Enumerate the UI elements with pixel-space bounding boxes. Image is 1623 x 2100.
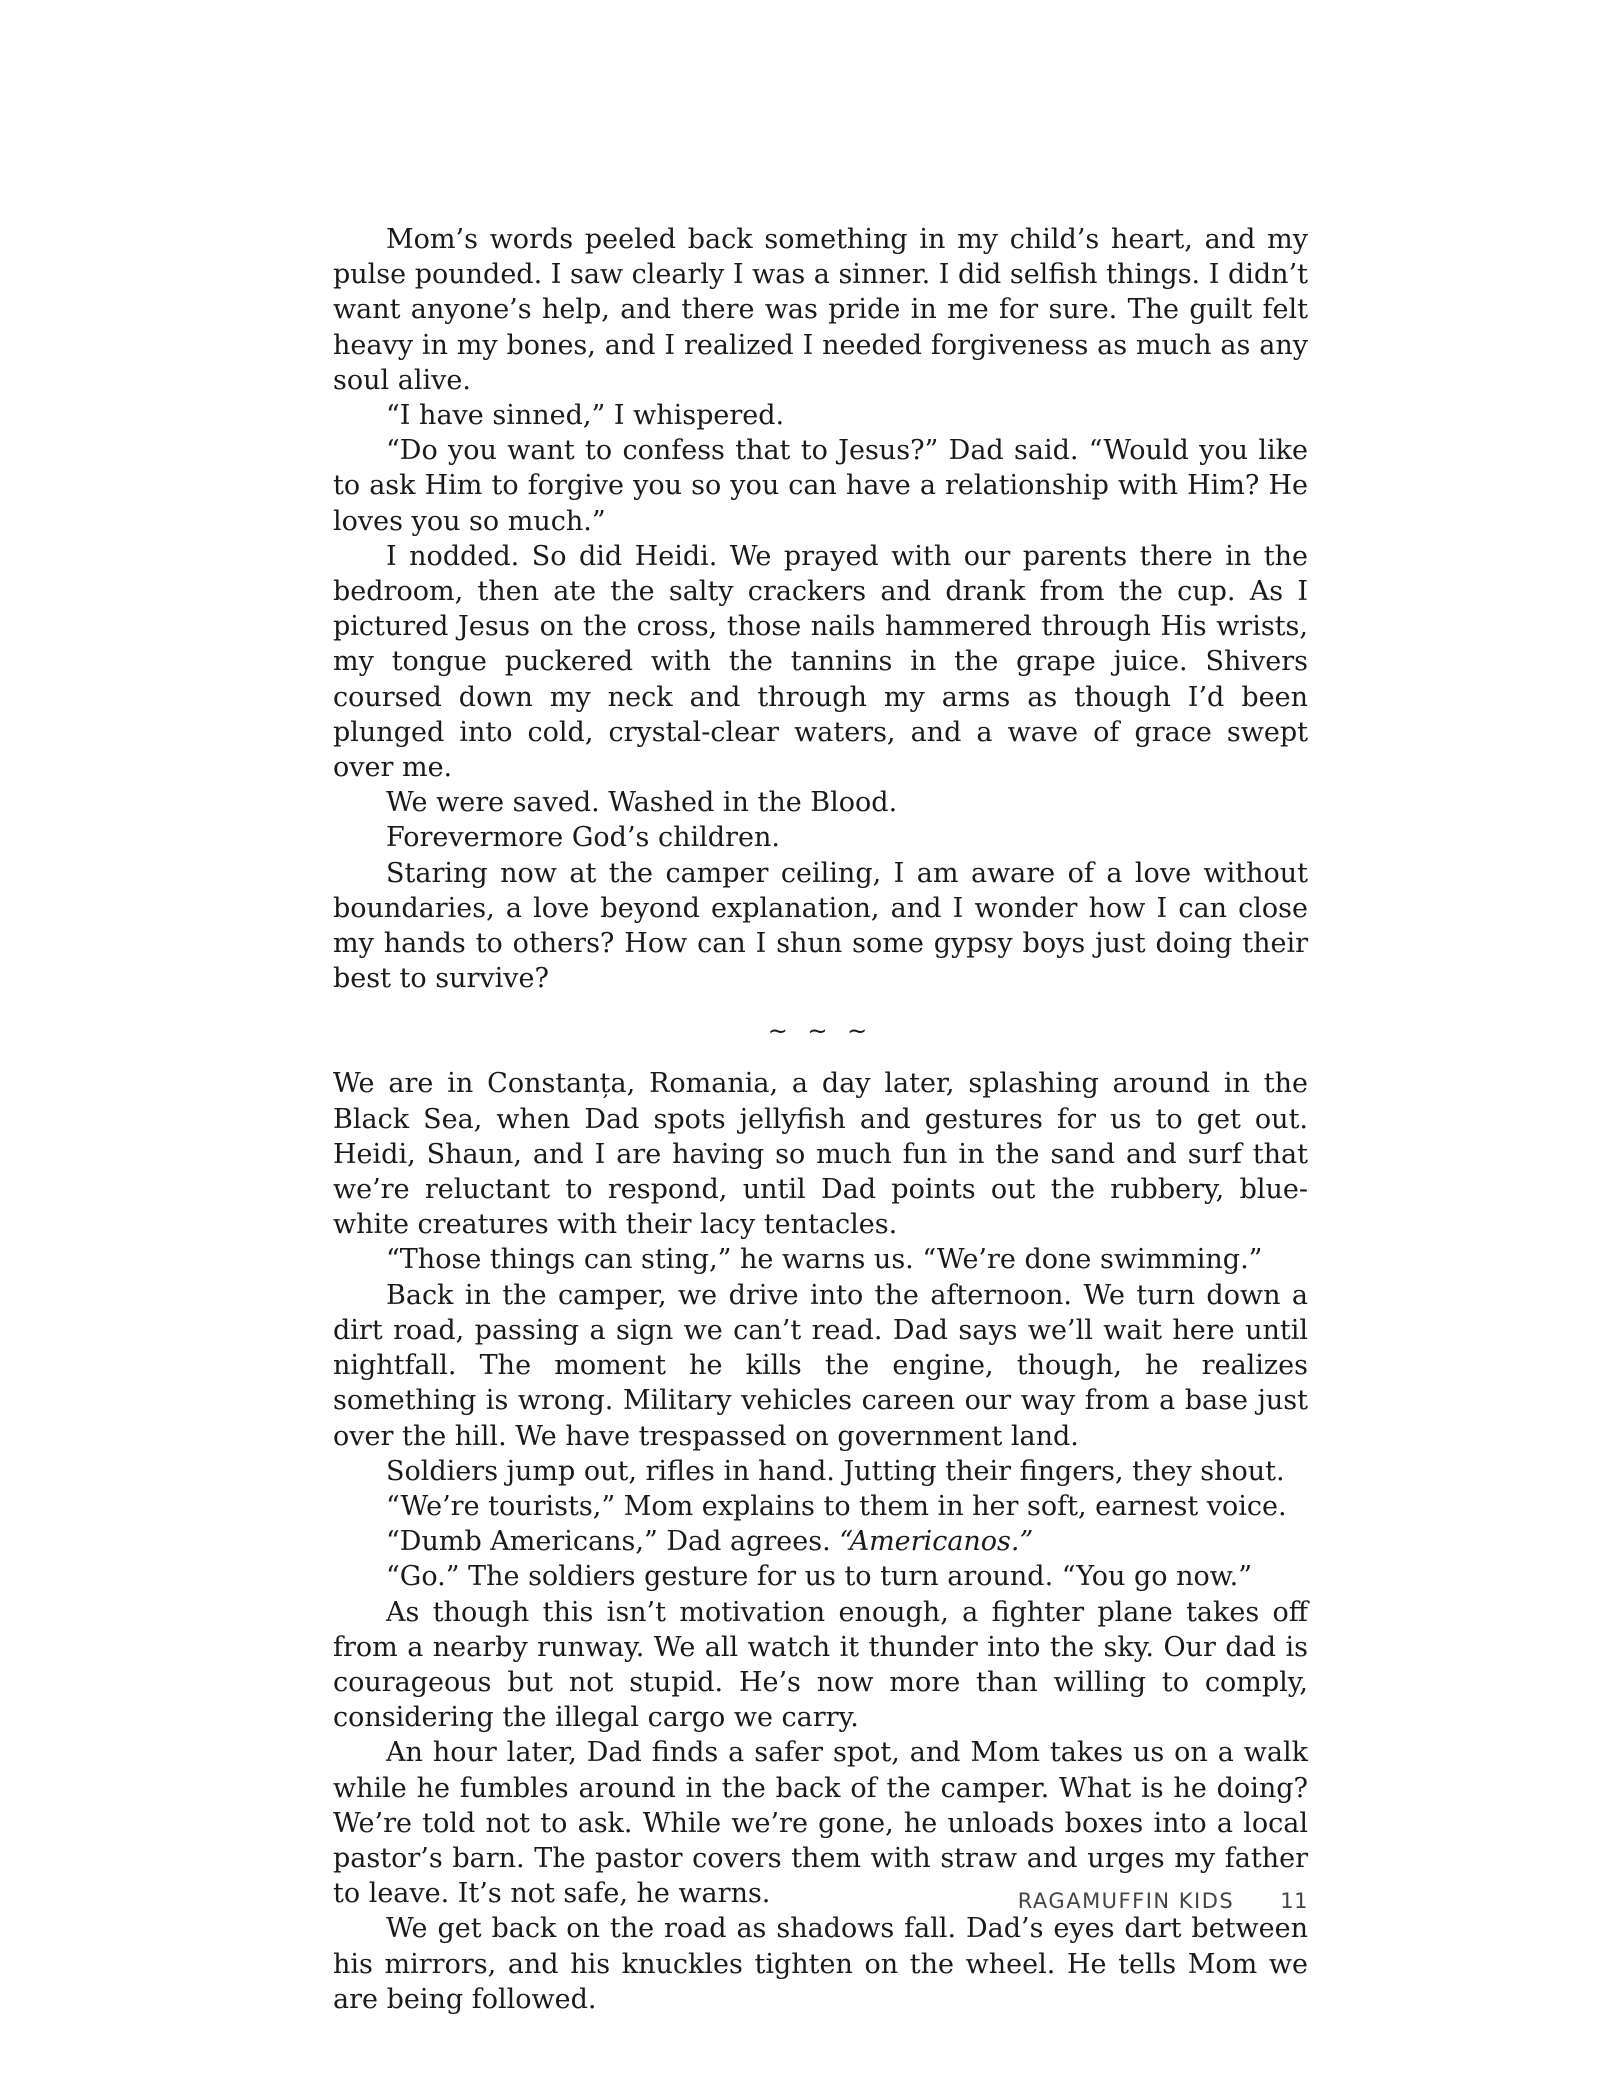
paragraph — [333, 1524, 1308, 1559]
paragraph: I nodded. So did Heidi. We prayed with our parents there in the bedroom, then ate the salty crackers and drank from the cup. As I pictured Jesus on the cross, those nails hammered through His wrists, my tongue puckered with the tannins in the grape juice. Shivers coursed down my neck and through my arms as though I’d been plunged into cold, crystal-clear waters, and a wave of grace swept over me. — [333, 540, 1308, 784]
paragraph: We get back on the road as shadows fall. Dad’s eyes dart between his mirrors, and his knuckles tighten on the wheel. He tells Mom we are being followed. — [333, 1913, 1308, 2015]
paragraph: Soldiers jump out, rifles in hand. Jutting their fingers, they shout. — [386, 1455, 1285, 1487]
dialogue-text: “Dumb Americans,” Dad agrees. — [386, 1526, 840, 1558]
paragraph: As though this isn’t motivation enough, a fighter plane takes off from a nearby runway. We all watch it thunder into the sky. Our dad is courageous but not stupid. He’s now more than willing to comply, considering the illegal cargo we carry. — [333, 1596, 1308, 1734]
scene-break: ~ ~ ~ — [767, 1017, 874, 1046]
page-body — [333, 222, 1308, 2017]
paragraph: An hour later, Dad finds a safer spot, and Mom takes us on a walk while he fumbles around in the back of the camper. What is he doing? We’re told not to ask. While we’re gone, he unloads boxes into a local pastor’s barn. The pastor covers them with straw and urges my father to leave. It’s not safe, he warns. — [333, 1737, 1308, 1910]
paragraph: Staring now at the camper ceiling, I am aware of a love without boundaries, a love beyond explanation, and I wonder how I can close my hands to others? How can I shun some gypsy boys just doing their best to survive? — [333, 857, 1308, 995]
paragraph: Forevermore God’s children. — [386, 822, 780, 854]
paragraph: We were saved. Washed in the Blood. — [386, 787, 898, 819]
paragraph: “We’re tourists,” Mom explains to them in her soft, earnest voice. — [386, 1490, 1287, 1522]
paragraph: “I have sinned,” I whispered. — [386, 400, 785, 432]
paragraph: Back in the camper, we drive into the afternoon. We turn down a dirt road, passing a sign we can’t read. Dad says we’ll wait here until nightfall. The moment he kills the engine, though, he realizes something is wrong. Military vehicles careen our way from a base just over the hill. We have trespassed on government land. — [333, 1279, 1308, 1452]
page-number: 11 — [1280, 1889, 1308, 1913]
section-opening-paragraph: We are in Constanța, Romania, a day later, splashing around in the Black Sea, when Dad spots jellyfish and gestures for us to get out. Heidi, Shaun, and I are having so much fun in the sand and surf that we’re reluctant to respond, until Dad points out the rubbery, blue-white creatures with their lacy tentacles. — [333, 1068, 1308, 1241]
paragraph: “Go.” The soldiers gesture for us to turn around. “You go now.” — [386, 1561, 1253, 1593]
page-footer — [900, 1886, 1308, 1916]
paragraph: Mom’s words peeled back something in my child’s heart, and my pulse pounded. I saw clearly I was a sinner. I did selfish things. I didn’t want anyone’s help, and there was pride in me for sure. The guilt felt heavy in my bones, and I realized I needed forgiveness as much as any soul alive. — [333, 224, 1308, 396]
running-title: RAGAMUFFIN KIDS — [1017, 1889, 1235, 1913]
paragraph: “Those things can sting,” he warns us. “We’re done swimming.” — [386, 1244, 1263, 1276]
italic-dialogue-text: “Americanos.” — [839, 1526, 1034, 1558]
paragraph: “Do you want to confess that to Jesus?” Dad said. “Would you like to ask Him to forgive you so you can have a relationship with Him? He loves you so much.” — [333, 435, 1308, 537]
